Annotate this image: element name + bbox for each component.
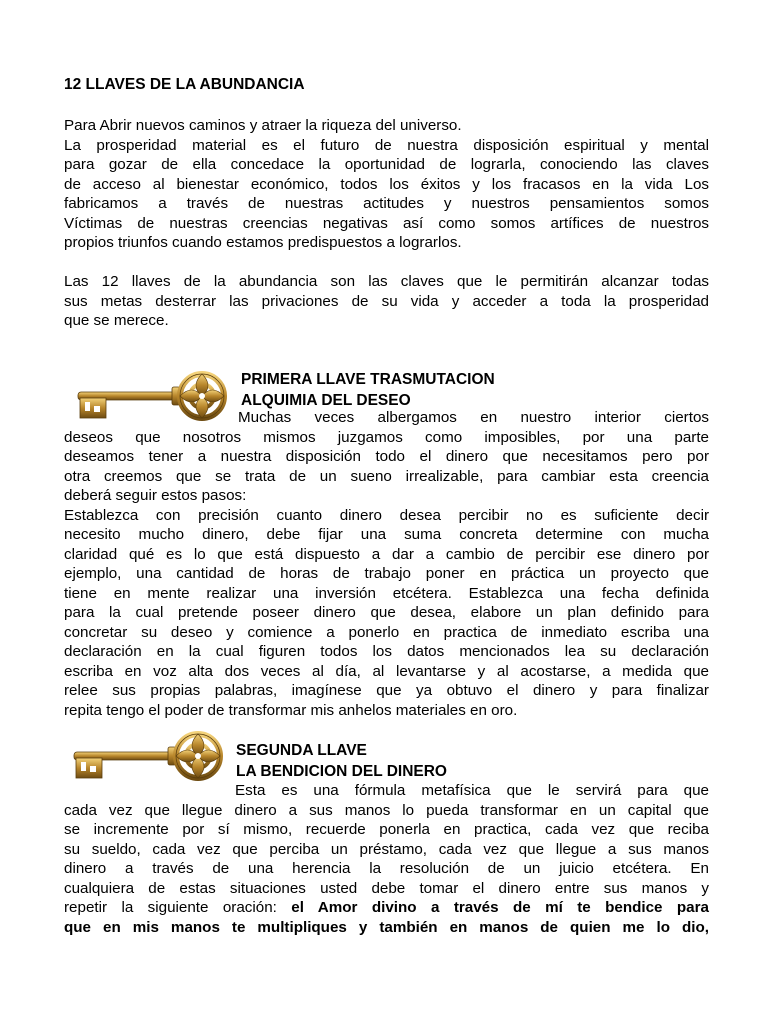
section2-heading-line2: LA BENDICION DEL DINERO — [236, 763, 447, 780]
section1-line: relee sus propias palabras, imagínese que ya obtuvo el dinero y para finalizar — [64, 682, 709, 699]
intro-line: propios triunfos cuando estamos predispuestos a lograrlos. — [64, 234, 462, 251]
keys-paragraph — [64, 272, 709, 331]
section1-line: deseamos tener a nuestra disposición todo el dinero que necesitamos pero por — [64, 448, 709, 465]
section2-heading — [236, 740, 447, 782]
document-title: 12 LLAVES DE LA ABUNDANCIA — [64, 76, 305, 93]
prayer-intro: repetir la siguiente oración: — [64, 899, 292, 916]
section2-line: cada vez que llegue dinero a sus manos lo pueda transformar en un capital que — [64, 801, 709, 819]
intro-paragraph — [64, 116, 709, 253]
intro-line: fabricamos a través de nuestras actitudes y nuestros pensamientos somos — [64, 195, 709, 212]
section1-line: necesito mucho dinero, debe fijar una suma concreta determine con mucha — [64, 526, 709, 543]
section2-heading-line1: SEGUNDA LLAVE — [236, 742, 367, 759]
golden-key-icon — [68, 728, 228, 786]
section2-line: se incremente por sí mismo, recuerde ponerla en practica, cada vez que reciba — [64, 821, 709, 838]
section1-line: Establezca con precisión cuanto dinero desea percibir no es suficiente decir — [64, 506, 709, 524]
section1-line: para la cual pretende poseer dinero que desea, elabore un plan definido para — [64, 604, 709, 621]
section1-line: concretar su deseo y comience a ponerlo en practica de inmediato escriba una — [64, 623, 709, 641]
intro-line: de acceso al bienestar económico, todos los éxitos y los fracasos en la vida Los — [64, 175, 709, 193]
section1-line: deseos que nosotros mismos juzgamos como imposibles, por una parte — [64, 428, 709, 446]
section1-line: Muchas veces albergamos en nuestro interior ciertos — [238, 409, 709, 426]
section1-line: ejemplo, una cantidad de horas de trabajo poner en práctica un proyecto que — [64, 565, 709, 582]
intro-line: La prosperidad material es el futuro de nuestra disposición espiritual y mental — [64, 136, 709, 154]
intro-line: para gozar de ella concedace la oportunidad de lograrla, conociendo las claves — [64, 156, 709, 173]
keys-line: Las 12 llaves de la abundancia son las claves que le permitirán alcanzar todas — [64, 273, 709, 290]
prayer-line-2: que en mis manos te multipliques y también en manos de quien me lo dio, — [64, 918, 709, 936]
section2-line: su sueldo, cada vez que perciba un préstamo, cada vez que llegue a sus manos — [64, 840, 709, 858]
intro-line: Víctimas de nuestras creencias negativas así como somos artífices de nuestros — [64, 214, 709, 232]
keys-line: sus metas desterrar las privaciones de su vida y acceder a toda la prosperidad — [64, 292, 709, 310]
prayer-line-1 — [64, 898, 709, 918]
prayer-bold-text: el Amor divino a través de mí te bendice para — [291, 899, 709, 916]
section1-line: tiene en mente realizar una inversión etcétera. Establezca una fecha definida — [64, 584, 709, 602]
section1-line: repita tengo el poder de transformar mis anhelos materiales en oro. — [64, 701, 518, 719]
section1-body — [64, 408, 709, 720]
section2-body — [64, 781, 709, 937]
section1-heading-line1: PRIMERA LLAVE TRASMUTACION — [241, 371, 495, 388]
section1-line: escriba en voz alta dos veces al día, al levantarse y al acostarse, a medida que — [64, 662, 709, 680]
keys-line: que se merece. — [64, 312, 169, 329]
section1-line: otra creemos que se trata de un sueno irrealizable, para cambiar esta creencia — [64, 467, 709, 485]
section1-line: declaración en la cual figuren todos los datos mencionados lea su declaración — [64, 643, 709, 660]
section1-heading-line2: ALQUIMIA DEL DESEO — [241, 392, 411, 409]
section1-line: deberá seguir estos pasos: — [64, 487, 247, 504]
section2-line: Esta es una fórmula metafísica que le servirá para que — [235, 782, 709, 799]
section2-line: cualquiera de estas situaciones usted debe tomar el dinero entre sus manos y — [64, 879, 709, 897]
section2-line: dinero a través de una herencia la resolución de un juicio etcétera. En — [64, 860, 709, 877]
section1-heading — [241, 369, 495, 411]
intro-line: Para Abrir nuevos caminos y atraer la riqueza del universo. — [64, 117, 462, 134]
section1-line: claridad qué es lo que está dispuesto a dar a cambio de percibir ese dinero por — [64, 545, 709, 563]
